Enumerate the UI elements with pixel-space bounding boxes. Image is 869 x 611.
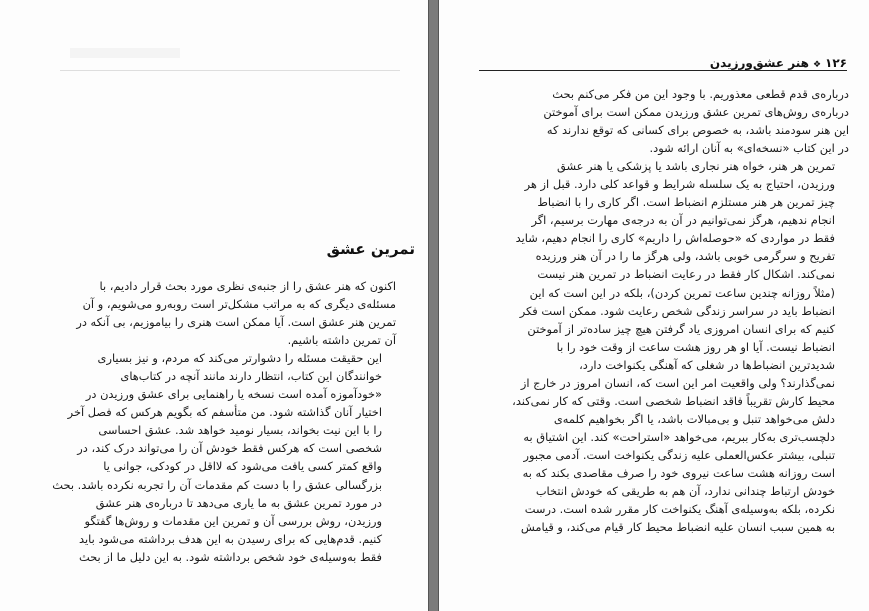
paragraph [477, 157, 849, 536]
page-number: ۱۲۶ [825, 56, 847, 70]
text-line: کنیم. قدم‌هایی که برای رسیدن به این هدف برداشته می‌شود باید [79, 531, 382, 546]
ornament-icon: ❖ [812, 60, 822, 70]
text-line: است روزانه هشت ساعت نیروی خود را صرف مقاصدی بکند که به [522, 465, 835, 480]
paragraph [44, 349, 396, 566]
text-line: به همین سبب انسان علیه انضباط محیط کار قیام می‌کند، و قیامش [520, 520, 835, 535]
paragraph [44, 277, 396, 349]
book-gutter [429, 0, 438, 611]
text-line: در این کتاب «نسخه‌ای» به آنان ارائه شود. [649, 141, 849, 156]
text-line: فقط در مواردی که «حوصله‌اش را داریم» کاری را انجام دهیم، شاید [515, 231, 835, 246]
text-line: تفریح و سرگرمی خوبی باشد، ولی هرگز ما را در آن هنر ورزیده [535, 249, 835, 264]
running-title: هنر عشق‌ورزیدن [709, 56, 809, 70]
text-line: محیط کارش تقریباً فاقد انضباط شخصی است. وقتی که کار نمی‌کند، [512, 393, 835, 408]
text-line: ورزیدن، احتیاج به یک سلسله شرایط و قواعد کلی دارد. قبل از هر [524, 177, 835, 192]
text-line: آن تمرین داشته باشیم. [287, 333, 396, 348]
text-line: فقط به‌وسیله‌ی خود شخص برداشته شود. به این دلیل ما از بحث [79, 549, 382, 564]
bleed-through-header [70, 48, 180, 58]
text-line: چیز تمرین هر هنر مستلزم انضباط است. اگر کاری را با انضباط [537, 195, 835, 210]
chapter-title: تمرین عشق [326, 240, 415, 258]
text-line: کنیم که برای انسان امروزی یاد گرفتن هیچ چیز ساده‌تر از آموختن [527, 321, 835, 336]
text-line: تمرین هر هنر، خواه هنر نجاری باشد یا پزشکی یا هنر عشق [556, 159, 835, 174]
text-line: شخصی است که هرکس فقط خودش آن را می‌تواند درک کند، در [77, 441, 382, 456]
text-line: این حقیقت مسئله را دشوارتر می‌کند که مردم، و نیز بسیاری [97, 351, 382, 366]
text-line: خودش ارتباط چندانی ندارد، آن هم به طریقی که خودش انتخاب [535, 484, 835, 499]
text-line: (مثلاً روزانه چندین ساعت تمرین کردن)، بلکه در این است که این [529, 285, 835, 300]
text-line: در مورد تمرین عشق به ما یاری می‌دهد تا درباره‌ی هنر عشق [95, 495, 382, 510]
text-line: نمی‌کند. اشکال کار فقط در رعایت انضباط در تمرین هنر نیست [537, 267, 835, 282]
text-line: نمی‌گذارند؟ ولی واقعیت امر این است که، انسان امروز در خارج از [520, 375, 835, 390]
left-page-body [44, 277, 396, 566]
text-line: درباره‌ی روش‌های تمرین عشق ورزیدن ممکن است برای آموختن [543, 105, 849, 120]
text-line: خوانندگان این کتاب، انتظار دارند مانند آنچه در کتاب‌های [120, 369, 382, 384]
text-line: انضباط باید در سراسر زندگی شخص رعایت شود. ممکن است فکر [519, 303, 835, 318]
running-header [479, 54, 847, 71]
text-line: تمرین هنر عشق است. آیا ممکن است هنری را بیاموزیم، بی آنکه در [76, 315, 396, 330]
right-page [438, 0, 869, 611]
text-line: اکنون که هنر عشق را از جنبه‌ی نظری مورد بحث قرار دادیم، با [99, 279, 396, 293]
text-line: مسئله‌ی دیگری که به مراتب مشکل‌تر است روبه‌رو می‌شویم، و آن [82, 297, 396, 312]
bleed-through-rule [60, 70, 400, 71]
right-page-body [477, 85, 849, 536]
paragraph [477, 85, 849, 157]
text-line: درباره‌ی قدم قطعی معذوریم. با وجود این من فکر می‌کنم بحث [552, 87, 849, 101]
text-line: تنبلی، بیشتر عکس‌العملی علیه زندگی یکنواخت است. آدمی مجبور [523, 447, 835, 462]
text-line: شدیدترین انضباط‌ها در شغلی که آهنگی یکنواخت دارد، [579, 357, 835, 372]
text-line: نکرده، بلکه به‌وسیله‌ی آهنگ یکنواخت کار مقرر شده است. درست [524, 502, 835, 517]
text-line: انجام ندهیم، هرگز نمی‌توانیم در آن به درجه‌ی مهارت برسیم، اگر [531, 213, 835, 228]
text-line: «خودآموزه آمده است نسخه یا راهنمایی برای عشق ورزیدن در [85, 387, 382, 402]
text-line: دلش می‌خواهد تنبل و بی‌مبالات باشد، یا اگر بخواهیم کلمه‌ی [553, 411, 835, 426]
text-line: انضباط نیست. آیا او هر روز هشت ساعت از وقت خود را با [556, 339, 835, 354]
text-line: دلچسب‌تری به‌کار ببریم، می‌خواهد «استراحت» کند. این اشتیاق به [523, 429, 835, 444]
left-page [0, 0, 429, 611]
text-line: ورزیدن، روش بررسی آن و تمرین این مقدمات و روش‌ها گفتگو [84, 513, 382, 528]
text-line: را با این نیت بخواند، بسیار نومید خواهد شد. عشق احساسی [98, 423, 382, 438]
text-line: اختیار آنان گذاشته شود. من متأسفم که بگویم هرکس که فصل آخر [67, 405, 382, 420]
text-line: این هنر سودمند باشد، به خصوص برای کسانی که توقع ندارند که [546, 123, 849, 138]
text-line: بزرگسالی عشق را با دست کم مقدمات آن را تجربه نکرده باشد. بحث [52, 477, 382, 492]
text-line: واقع کمتر کسی یافت می‌شود که لااقل در کودکی، جوانی یا [103, 459, 382, 474]
